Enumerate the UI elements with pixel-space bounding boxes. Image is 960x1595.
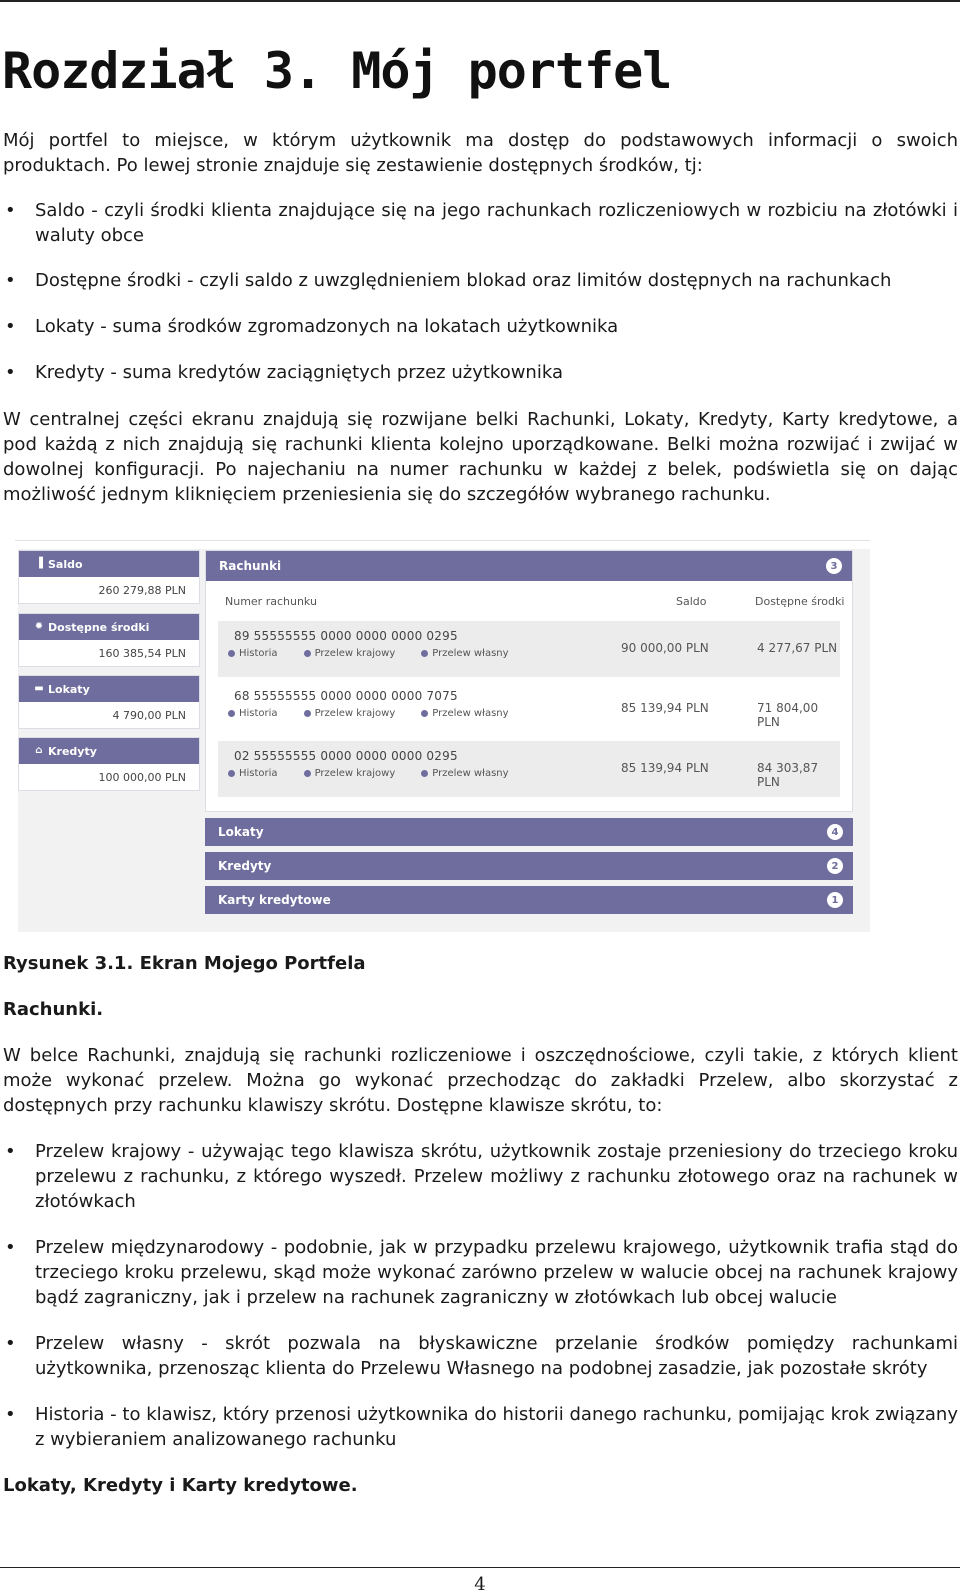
accounts-paragraph: W belce Rachunki, znajdują się rachunki rozliczeniowe i oszczędnościowe, czyli takie, z których klient może wykonać przelew. Można go wykonać przechodząc do zakładki Przelew, albo skorzystać z dostępnych przy rachunku klawiszy skrótu. Dostępne klawisze skrótu, to:: [3, 1045, 958, 1116]
summary-list: [3, 198, 958, 385]
briefcase-icon: ▬: [34, 683, 44, 694]
domestic-transfer-link[interactable]: Przelew krajowy: [304, 768, 396, 779]
list-item: • Kredyty - suma kredytów zaciągniętych przez użytkownika: [3, 360, 958, 385]
table-row: [218, 741, 840, 797]
dot-icon: [421, 770, 428, 777]
own-transfer-link[interactable]: Przelew własny: [421, 708, 508, 719]
deposits-card[interactable]: [18, 675, 200, 729]
figure-caption: Rysunek 3.1. Ekran Mojego Portfela: [3, 953, 366, 974]
list-item: • Saldo - czyli środki klienta znajdujące się na jego rachunkach rozliczeniowych w rozbiciu na złotówki i waluty obce: [3, 198, 958, 248]
history-link[interactable]: Historia: [228, 708, 278, 719]
intro-paragraph: Mój portfel to miejsce, w którym użytkownik ma dostęp do podstawowych informacji o swoich produktach. Po lewej stronie znajduje się zestawienie dostępnych środków, tj:: [3, 130, 958, 176]
list-item: • Przelew międzynarodowy - podobnie, jak w przypadku przelewu krajowego, użytkownik trafia stąd do trzeciego kroku przelewu, skąd może wykonać zarówno przelew w walucie obcej na rachunek krajowy bądź zagraniczny, jak i przelew na rachunek zagraniczny w złotówkach lub obcej walucie: [3, 1235, 958, 1310]
credit-cards-count-badge: 1: [827, 892, 843, 908]
credits-panel-header[interactable]: [205, 852, 853, 880]
credits-count-badge: 2: [827, 858, 843, 874]
accounts-count-badge: 3: [826, 558, 842, 574]
accounts-panel-title: Rachunki: [219, 559, 282, 573]
balance-card-label: Saldo: [48, 557, 83, 571]
column-header-balance: Saldo: [676, 595, 707, 608]
account-balance: 85 139,94 PLN: [621, 701, 709, 715]
credits-card[interactable]: [18, 737, 200, 791]
account-balance: 90 000,00 PLN: [621, 641, 709, 655]
dot-icon: [304, 710, 311, 717]
table-row: [218, 681, 840, 737]
account-available: 4 277,67 PLN: [757, 641, 838, 655]
accounts-panel: [205, 550, 853, 812]
account-balance: 85 139,94 PLN: [621, 761, 709, 775]
accounts-panel-header[interactable]: [206, 551, 852, 581]
history-link[interactable]: Historia: [228, 648, 278, 659]
available-funds-card[interactable]: [18, 613, 200, 667]
credits-panel-title: Kredyty: [218, 859, 272, 873]
accounts-column-headers: [206, 581, 852, 617]
gear-icon: ✹: [34, 621, 44, 632]
history-link[interactable]: Historia: [228, 768, 278, 779]
credits-card-label: Kredyty: [48, 744, 97, 758]
balance-card-value: 260 279,88 PLN: [98, 583, 186, 597]
bar-chart-icon: ▐: [35, 558, 43, 569]
shortcut-list: [3, 1139, 958, 1452]
deposits-panel-title: Lokaty: [218, 825, 264, 839]
table-row: [218, 621, 840, 677]
list-item: • Przelew własny - skrót pozwala na błyskawiczne przelanie środków pomiędzy rachunkami użytkownika, przenosząc klienta do Przelewu Własnego na podobnej zasadzie, jak pozostałe skróty: [3, 1331, 958, 1381]
account-number-link[interactable]: 02 55555555 0000 0000 0000 0295: [234, 749, 458, 763]
list-item: • Lokaty - suma środków zgromadzonych na lokatach użytkownika: [3, 314, 958, 339]
account-number-link[interactable]: 89 55555555 0000 0000 0000 0295: [234, 629, 458, 643]
dot-icon: [228, 710, 235, 717]
dot-icon: [228, 770, 235, 777]
chapter-title: Rozdział 3. Mój portfel: [2, 42, 672, 100]
deposits-panel-header[interactable]: [205, 818, 853, 846]
credits-card-value: 100 000,00 PLN: [98, 770, 186, 784]
deposits-count-badge: 4: [827, 824, 843, 840]
available-funds-card-value: 160 385,54 PLN: [98, 646, 186, 660]
own-transfer-link[interactable]: Przelew własny: [421, 768, 508, 779]
dot-icon: [421, 650, 428, 657]
account-available: 84 303,87 PLN: [757, 761, 819, 789]
domestic-transfer-link[interactable]: Przelew krajowy: [304, 708, 396, 719]
account-number-link[interactable]: 68 55555555 0000 0000 0000 7075: [234, 689, 458, 703]
list-item: • Historia - to klawisz, który przenosi użytkownika do historii danego rachunku, pomijając krok związany z wybieraniem analizowanego rachunku: [3, 1402, 958, 1452]
deposits-card-value: 4 790,00 PLN: [112, 708, 186, 722]
page-number: 4: [474, 1574, 486, 1595]
central-paragraph: W centralnej części ekranu znajdują się rozwijane belki Rachunki, Lokaty, Kredyty, Karty kredytowe, a pod każdą z nich znajdują się rachunki klienta kolejno uporządkowane. Belki można rozwijać i zwijać w dowolnej konfiguracji. Po najechaniu na numer rachunku w każdej z belek, podświetla się on dając możliwość jednym kliknięciem przeniesienia się do szczegółów wybranego rachunku.: [3, 409, 958, 505]
list-item: • Dostępne środki - czyli saldo z uwzględnieniem blokad oraz limitów dostępnych na rachunkach: [3, 268, 958, 293]
credit-cards-panel-title: Karty kredytowe: [218, 893, 331, 907]
list-item: • Przelew krajowy - używając tego klawisza skrótu, użytkownik zostaje przeniesiony do trzeciego kroku przelewu z rachunku, z którego wyszedł. Przelew możliwy z rachunku złotowego oraz na rachunek w złotówkach: [3, 1139, 958, 1214]
home-icon: ⌂: [35, 745, 43, 756]
figure-divider: [15, 540, 870, 541]
top-rule: [0, 0, 960, 2]
section-title-deposits: Lokaty, Kredyty i Karty kredytowe.: [3, 1475, 358, 1496]
column-header-available: Dostępne środki: [755, 595, 845, 608]
section-title-accounts: Rachunki.: [3, 999, 104, 1020]
balance-card[interactable]: [18, 550, 200, 604]
own-transfer-link[interactable]: Przelew własny: [421, 648, 508, 659]
account-available: 71 804,00 PLN: [757, 701, 819, 729]
dot-icon: [304, 770, 311, 777]
dot-icon: [421, 710, 428, 717]
wallet-screenshot: [15, 540, 870, 935]
column-header-number: Numer rachunku: [225, 595, 317, 608]
credit-cards-panel-header[interactable]: [205, 886, 853, 914]
deposits-card-label: Lokaty: [48, 682, 90, 696]
dot-icon: [228, 650, 235, 657]
dot-icon: [304, 650, 311, 657]
available-funds-card-label: Dostępne środki: [48, 620, 150, 634]
bottom-rule: [0, 1567, 960, 1568]
domestic-transfer-link[interactable]: Przelew krajowy: [304, 648, 396, 659]
